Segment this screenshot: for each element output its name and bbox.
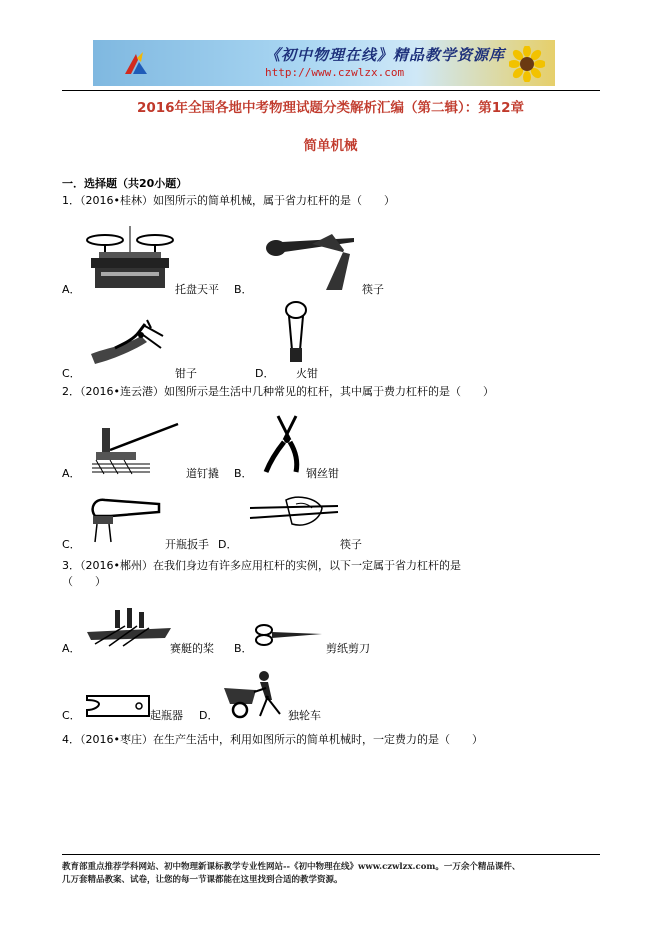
bottle-opener-image (85, 692, 153, 722)
balance-scale-image (85, 222, 175, 294)
track-crowbar-image (90, 420, 180, 476)
q1-option-c-text: 钳子 (175, 367, 197, 380)
q1-option-b-text: 筷子 (362, 283, 384, 296)
q1-option-d-text: 火钳 (296, 367, 318, 380)
q1-option-a-letter: A． (62, 283, 81, 296)
section-heading: 一．选择题（共20小题） (62, 177, 188, 190)
fire-tongs-image (276, 300, 320, 370)
q3-option-b-text: 剪纸剪刀 (326, 642, 370, 655)
q2-option-a-text: 道钉撬 (186, 467, 219, 480)
question-4-stem: 4．（2016•枣庄）在生产生活中，利用如图所示的简单机械时，一定费力的是（ ） (62, 733, 483, 746)
q2-option-b-letter: B． (234, 467, 253, 480)
banner-title: 《初中物理在线》精品教学资源库 (265, 46, 506, 64)
q2-option-d-letter: D． (218, 538, 238, 551)
q1-option-a-text: 托盘天平 (175, 283, 219, 296)
q1-option-d-letter: D． (255, 367, 275, 380)
q2-option-b-text: 钢丝钳 (306, 467, 339, 480)
banner-url: http://www.czwlzx.com (265, 66, 405, 79)
wheelbarrow-image (220, 666, 286, 720)
q3-option-d-text: 独轮车 (288, 709, 321, 722)
rowing-boat-image (85, 604, 173, 648)
page-footer (62, 861, 602, 887)
page-title: 2016年全国各地中考物理试题分类解析汇编（第二辑）：第12章 (136, 100, 525, 116)
bottle-opener-wrench-image (85, 494, 165, 546)
wire-pliers-image (262, 412, 312, 474)
paper-scissors-image (252, 622, 324, 648)
q3-option-c-letter: C． (62, 709, 81, 722)
sunflower-icon (509, 46, 545, 82)
q2-option-c-letter: C． (62, 538, 81, 551)
pliers-c-image (85, 318, 175, 370)
chopsticks-d-image (246, 494, 341, 534)
q2-option-c-text: 开瓶扳手 (165, 538, 209, 551)
q1-option-c-letter: C． (62, 367, 81, 380)
footer-line-2: 几万套精品教案、试卷，让您的每一节课都能在这里找到合适的教学资源。 (62, 875, 343, 885)
page-subtitle: 简单机械 (303, 138, 358, 154)
question-1-stem: 1．（2016•桂林）如图所示的简单机械，属于省力杠杆的是（ ） (62, 194, 395, 207)
q3-option-d-letter: D． (199, 709, 219, 722)
site-logo-icon (123, 50, 149, 76)
question-3-stem: 3．（2016•郴州）在我们身边有许多应用杠杆的实例，以下一定属于省力杠杆的是 (62, 559, 461, 572)
header-rule (62, 90, 600, 91)
q2-option-d-text: 筷子 (340, 538, 362, 551)
chopsticks-b-image (262, 230, 362, 292)
q3-option-a-text: 赛艇的桨 (170, 642, 214, 655)
q2-option-a-letter: A． (62, 467, 81, 480)
question-2-stem: 2．（2016•连云港）如图所示是生活中几种常见的杠杆，其中属于费力杠杆的是（ ） (62, 385, 494, 398)
q3-option-a-letter: A． (62, 642, 81, 655)
q3-option-c-text: 起瓶器 (150, 709, 183, 722)
header-banner (93, 40, 555, 86)
question-3-stem-cont: （ ） (62, 575, 106, 588)
footer-rule (62, 854, 600, 855)
q3-option-b-letter: B． (234, 642, 253, 655)
footer-line-1: 教育部重点推荐学科网站、初中物理新课标教学专业性网站--《初中物理在线》www.czwlzx.com。一万余个精品课件、 (62, 862, 521, 872)
q1-option-b-letter: B． (234, 283, 253, 296)
